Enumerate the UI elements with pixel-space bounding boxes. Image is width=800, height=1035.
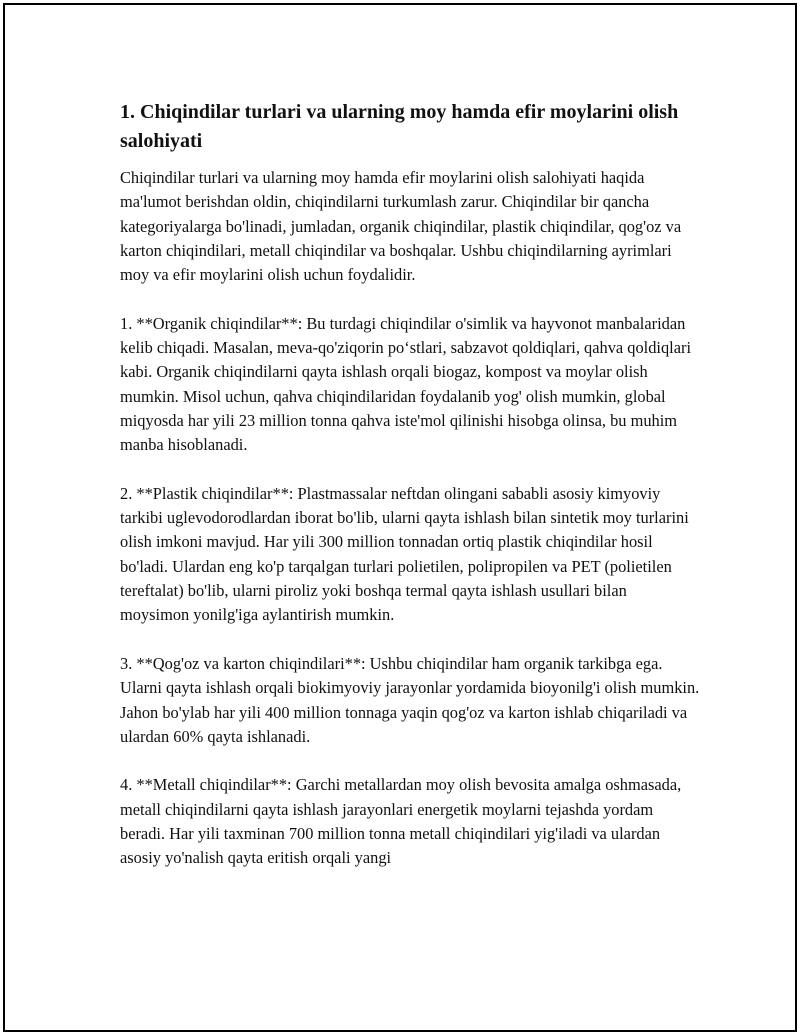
paper-waste-paragraph: 3. **Qog'oz va karton chiqindilari**: Ushbu chiqindilar ham organik tarkibga ega. Ularni qayta ishlash orqali biokimyoviy jarayonlar yordamida bioyonilg'i olish mumkin. Jahon bo'ylab har yili 400 million tonnaga yaqin qog'oz va karton ishlab chiqariladi va ulardan 60% qayta ishlanadi. <box>120 653 700 746</box>
document-page <box>3 3 797 1032</box>
document-body <box>120 98 700 895</box>
section-title: 1. Chiqindilar turlari va ularning moy hamda efir moylarini olish salohiyati <box>120 101 679 152</box>
plastic-waste-paragraph: 2. **Plastik chiqindilar**: Plastmassalar neftdan olingani sababli asosiy kimyoviy tarkibi uglevodorodlardan iborat bo'lib, ularni qayta ishlash bilan sintetik moy turlarini olish imkoni mavjud. Har yili 300 million tonnadan ortiq plastik chiqindilar hosil bo'ladi. Ulardan eng ko'p tarqalgan turlari polietilen, polipropilen va PET (polietilen tereftalat) bo'lib, ularni piroliz yoki boshqa termal qayta ishlash usullari bilan moysimon yonilg'iga aylantirish mumkin. <box>120 483 689 625</box>
organic-waste-paragraph: 1. **Organik chiqindilar**: Bu turdagi chiqindilar o'simlik va hayvonot manbalaridan kelib chiqadi. Masalan, meva-qo'ziqorin po‘stlari, sabzavot qoldiqlari, qahva qoldiqlari kabi. Organik chiqindilarni qayta ishlash orqali biogaz, kompost va moylar olish mumkin. Misol uchun, qahva chiqindilaridan foydalanib yog' olish mumkin, global miqyosda har yili 23 million tonna qahva iste'mol qilinishi hisobga olinsa, bu muhim manba hisoblanadi. <box>120 313 691 455</box>
intro-paragraph: Chiqindilar turlari va ularning moy hamda efir moylarini olish salohiyati haqida ma'lumot berishdan oldin, chiqindilarni turkumlash zarur. Chiqindilar bir qancha kategoriyalarga bo'linadi, jumladan, organik chiqindilar, plastik chiqindilar, qog'oz va karton chiqindilari, metall chiqindilar va boshqalar. Ushbu chiqindilarning ayrimlari moy va efir moylarini olish uchun foydalidir. <box>120 168 682 285</box>
metal-waste-paragraph: 4. **Metall chiqindilar**: Garchi metallardan moy olish bevosita amalga oshmasada, metall chiqindilarni qayta ishlash jarayonlari energetik moylarni tejashda yordam beradi. Har yili taxminan 700 million tonna metall chiqindilari yig'iladi va ulardan asosiy yo'nalish qayta eritish orqali yangi <box>120 775 682 868</box>
